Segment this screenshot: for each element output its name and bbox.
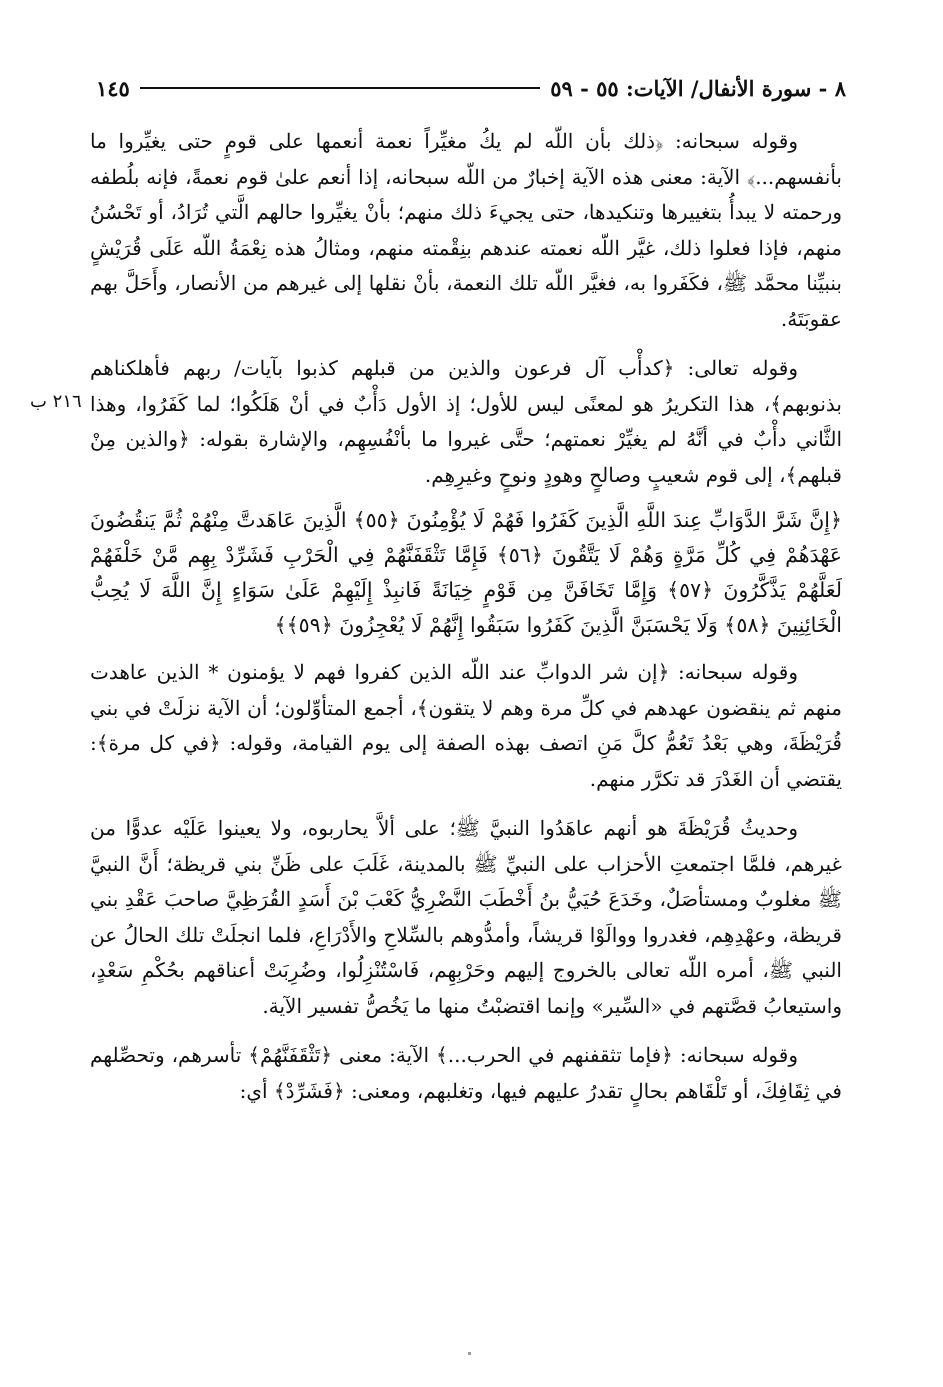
quran-verses-block: ﴿إِنَّ شَرَّ الدَّوَابِّ عِندَ اللَّهِ الَّذِينَ كَفَرُوا فَهُمْ لَا يُؤْمِنُونَ ﴿٥٥﴾ الَّذِينَ عَاهَدتَّ مِنْهُمْ ثُمَّ يَنقُضُونَ عَهْدَهُمْ فِي كُلِّ مَرَّةٍ وَهُمْ لَا يَتَّقُونَ ﴿٥٦﴾ فَإِمَّا تَثْقَفَنَّهُمْ فِي الْحَرْبِ فَشَرِّدْ بِهِم مَّنْ خَلْفَهُمْ لَعَلَّهُمْ يَذَّكَّرُونَ ﴿٥٧﴾ وَإِمَّا تَخَافَنَّ مِن قَوْمٍ خِيَانَةً فَانبِذْ إِلَيْهِمْ عَلَىٰ سَوَاءٍ إِنَّ اللَّهَ لَا يُحِبُّ الْخَائِنِينَ ﴿٥٨﴾ وَلَا يَحْسَبَنَّ الَّذِينَ كَفَرُوا سَبَقُوا إِنَّهُمْ لَا يُعْجِزُونَ ﴿٥٩﴾﴾ <box>90 508 842 637</box>
scan-speck <box>468 1352 471 1355</box>
chapter-title: ٨ - سورة الأنفال/ الآيات: ٥٥ - ٥٩ <box>550 75 846 101</box>
page-number: ١٤٥ <box>96 75 130 101</box>
paragraph: وقوله سبحانه: ﴿ذلك بأن اللّه لم يكُ مغيِّراً نعمة أنعمها على قومٍ حتى يغيِّروا ما بأنفسهم...﴾ الآية: معنى هذه الآية إخبارٌ من اللّه سبحانه، إذا أنعم علىٰ قوم نعمةً، فإنه بلُطفه ورحمته لا يبدأُ بتغييرها وتنكيدها، حتى يجيءَ ذلك منهم؛ بأنْ يغيِّروا حالهم الَّتي تُرَادُ، أو تَحْسُنُ منهم، فإذا فعلوا ذلك، غيَّر اللّه نعمته عندهم بنِقْمته منهم، ومثالُ هذه نِعْمَةُ اللّه عَلَى قُرَيْشٍ بنبيِّنا محمَّد ﷺ، فكَفَروا به، فغيَّر اللّه تلك النعمة، بأنْ نقلها إلى غيرهم من الأنصار، وأَحَلَّ بهم عقوبَتَهُ. <box>90 129 842 331</box>
paragraph: وحديثُ قُرَيْظَةَ هو أنهم عاهَدُوا النبيَّ ﷺ؛ على ألاَّ يحاربوه، ولا يعينوا عَلَيْه عدوًّا من غيرهم، فلمَّا اجتمعتِ الأحزاب على النبيِّ ﷺ بالمدينة، غَلَبَ على ظَنِّ بني قريظة؛ أَنَّ النبيَّ ﷺ مغلوبٌ ومستأصَلٌ، وخَدَعَ حُيَيُّ بنُ أَخْطَبَ النَّضْرِيُّ كَعْبَ بْنَ أَسَدٍ القُرَظِيَّ صاحبَ عَقْدِ بني قريظة، وعهْدِهِم، فغدروا ووالَوْا قريشاً، وأمدُّوهم بالسِّلاحِ والأَدْرَاعِ، فلما انجلَتْ تلك الحالُ عن النبي ﷺ، أمره اللّه تعالى بالخروج إليهم وحَرْبِهِم، فَاسْتُنْزِلُوا، وضُرِبَتْ أعناقهم بحُكْمِ سَعْدٍ، واستيعابُ قصَّتهم في «السِّير» وإنما اقتضبْتُ منها ما يَخُصُّ تفسير الآية. <box>90 816 842 1018</box>
paragraph: وقوله تعالى: ﴿كدأْب آل فرعون والذين من قبلهم كذبوا بآيات/ ربهم فأهلكناهم بذنوبهم﴾، هذا التكريرُ هو لمعنًى ليس للأول؛ إذ الأول دَأْبٌ في أنْ هَلَكُوا؛ لما كَفَرُوا، وهذا الثَّاني دأْبٌ في أنَّهُ لم يغيِّرْ نعمتهم؛ حتَّى غيروا ما بأنْفُسِهِم، والإشارة بقوله: ﴿والذين مِنْ قبلهم﴾، إلى قوم شعيبٍ وصالحٍ وهودٍ ونوحٍ وغيرِهِم. <box>90 356 842 487</box>
page-body <box>90 124 842 1119</box>
header-rule <box>140 87 540 89</box>
running-header <box>96 68 846 108</box>
paragraph: وقوله سبحانه: ﴿فإما تثقفنهم في الحرب...﴾ الآية: معنى ﴿تَثْقَفَنَّهُمْ﴾ تأسرهم، وتحصِّلهم في ثِقَافِكَ، أو تَلْقَاهم بحالٍ تقدرُ عليهم فيها، وتغلبهم، ومعنى: ﴿فَشَرِّدْ﴾ أي: <box>90 1043 842 1103</box>
paragraph: وقوله سبحانه: ﴿إن شر الدوابِّ عند اللّه الذين كفروا فهم لا يؤمنون * الذين عاهدت منهم ثم ينقضون عهدهم في كلِّ مرة وهم لا يتقون﴾، أجمع المتأوِّلون؛ أن الآية نزلَتْ في بني قُرَيْظَةَ، وهي بَعْدُ تَعُمُّ كلَّ مَنِ اتصف بهذه الصفة إلى يوم القيامة، وقوله: ﴿في كل مرة﴾: يقتضي أن الغَدْرَ قد تكرَّر منهم. <box>90 660 842 791</box>
manuscript-folio-marker: ٢١٦ ب <box>30 391 82 412</box>
